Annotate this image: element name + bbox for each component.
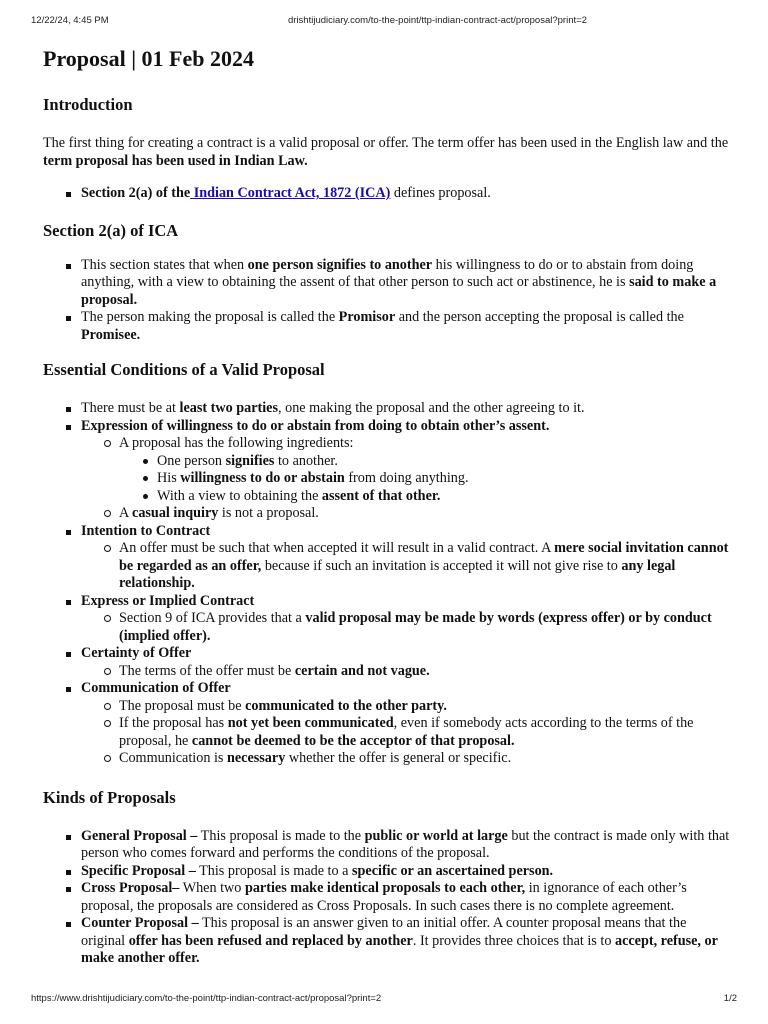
list-item: A casual inquiry is not a proposal. bbox=[81, 505, 733, 523]
essential-list bbox=[43, 400, 733, 768]
list-item: Intention to Contract An offer must be such that when accepted it will result in a valid contract. A mere social invitation cannot be regarded as an offer, because if such an invitation is accepted it will not give rise to any legal relationship. bbox=[43, 523, 733, 593]
ica-link[interactable]: Indian Contract Act, 1872 (ICA) bbox=[190, 185, 391, 201]
intro-list bbox=[43, 185, 733, 203]
list-item: Certainty of Offer The terms of the offer must be certain and not vague. bbox=[43, 645, 733, 680]
list-item: This section states that when one person signifies to another his willingness to do or to abstain from doing anything, with a view to obtaining the assent of that other person to such act or abstinence, he is said to make a proposal. bbox=[43, 257, 733, 310]
list-item: Specific Proposal – This proposal is made to a specific or an ascertained person. bbox=[43, 863, 733, 881]
page-title: Proposal | 01 Feb 2024 bbox=[43, 46, 254, 71]
list-item: General Proposal – This proposal is made to the public or world at large but the contract is made only with that person who comes forward and performs the conditions of the proposal. bbox=[43, 828, 733, 863]
print-page-url: drishtijudiciary.com/to-the-point/ttp-indian-contract-act/proposal?print=2 bbox=[288, 15, 587, 26]
list-item: Communication of Offer The proposal must be communicated to the other party. If the proposal has not yet been communicated, even if somebody acts according to the terms of the proposal, he cannot be deemed to be the acceptor of that proposal. Communication is necessary whether the offer is general or specific. bbox=[43, 680, 733, 768]
list-item: There must be at least two parties, one making the proposal and the other agreeing to it. bbox=[43, 400, 733, 418]
heading-section-2a: Section 2(a) of ICA bbox=[43, 220, 179, 240]
section2a-list bbox=[43, 257, 733, 345]
heading-kinds-of-proposals: Kinds of Proposals bbox=[43, 787, 176, 807]
print-datetime: 12/22/24, 4:45 PM bbox=[31, 15, 109, 26]
heading-essential-conditions: Essential Conditions of a Valid Proposal bbox=[43, 360, 325, 379]
print-footer-url: https://www.drishtijudiciary.com/to-the-point/ttp-indian-contract-act/proposal?print=2 bbox=[31, 993, 382, 1004]
print-header bbox=[0, 15, 768, 29]
list-item: Counter Proposal – This proposal is an answer given to an initial offer. A counter proposal means that the original offer has been refused and replaced by another. It provides three choices that is to accept, refuse, or make another offer. bbox=[43, 915, 733, 968]
list-item: A proposal has the following ingredients: One person signifies to another. His willingness to do or abstain from doing anything. With a view to obtaining the assent of that other. bbox=[81, 435, 733, 505]
list-item: The person making the proposal is called the Promisor and the person accepting the proposal is called the Promisee. bbox=[43, 309, 733, 344]
list-item: An offer must be such that when accepted it will result in a valid contract. A mere social invitation cannot be regarded as an offer, because if such an invitation is accepted it will not give rise to any legal relationship. bbox=[81, 540, 733, 593]
intro-paragraph: The first thing for creating a contract is a valid proposal or offer. The term offer has been used in the English law and the term proposal has been used in Indian Law. bbox=[43, 135, 729, 169]
list-item: The terms of the offer must be certain and not vague. bbox=[81, 663, 733, 681]
list-item: Section 2(a) of the Indian Contract Act, 1872 (ICA) defines proposal. bbox=[43, 185, 733, 203]
list-item: If the proposal has not yet been communicated, even if somebody acts according to the terms of the proposal, he cannot be deemed to be the acceptor of that proposal. bbox=[81, 715, 733, 750]
list-item: Section 9 of ICA provides that a valid proposal may be made by words (express offer) or by conduct (implied offer). bbox=[81, 610, 733, 645]
list-item: Cross Proposal– When two parties make identical proposals to each other, in ignorance of each other’s proposal, the proposals are considered as Cross Proposals. In such cases there is no complete agreement. bbox=[43, 880, 733, 915]
list-item: Communication is necessary whether the offer is general or specific. bbox=[81, 750, 733, 768]
article bbox=[43, 40, 733, 968]
kinds-list bbox=[43, 828, 733, 968]
list-item: The proposal must be communicated to the other party. bbox=[81, 698, 733, 716]
list-item: Express or Implied Contract Section 9 of ICA provides that a valid proposal may be made by words (express offer) or by conduct (implied offer). bbox=[43, 593, 733, 646]
list-item: Expression of willingness to do or abstain from doing to obtain other’s assent. A proposal has the following ingredients: One person signifies to another. His willingness to do or abstain from doing anything. With a view to obtaining the assent of that other. A casual inquiry is not a proposal. bbox=[43, 418, 733, 523]
list-item: With a view to obtaining the assent of that other. bbox=[119, 488, 733, 506]
list-item: His willingness to do or abstain from doing anything. bbox=[119, 470, 733, 488]
heading-introduction: Introduction bbox=[43, 95, 133, 114]
print-footer bbox=[0, 993, 768, 1007]
page-number: 1/2 bbox=[723, 993, 737, 1004]
list-item: One person signifies to another. bbox=[119, 453, 733, 471]
